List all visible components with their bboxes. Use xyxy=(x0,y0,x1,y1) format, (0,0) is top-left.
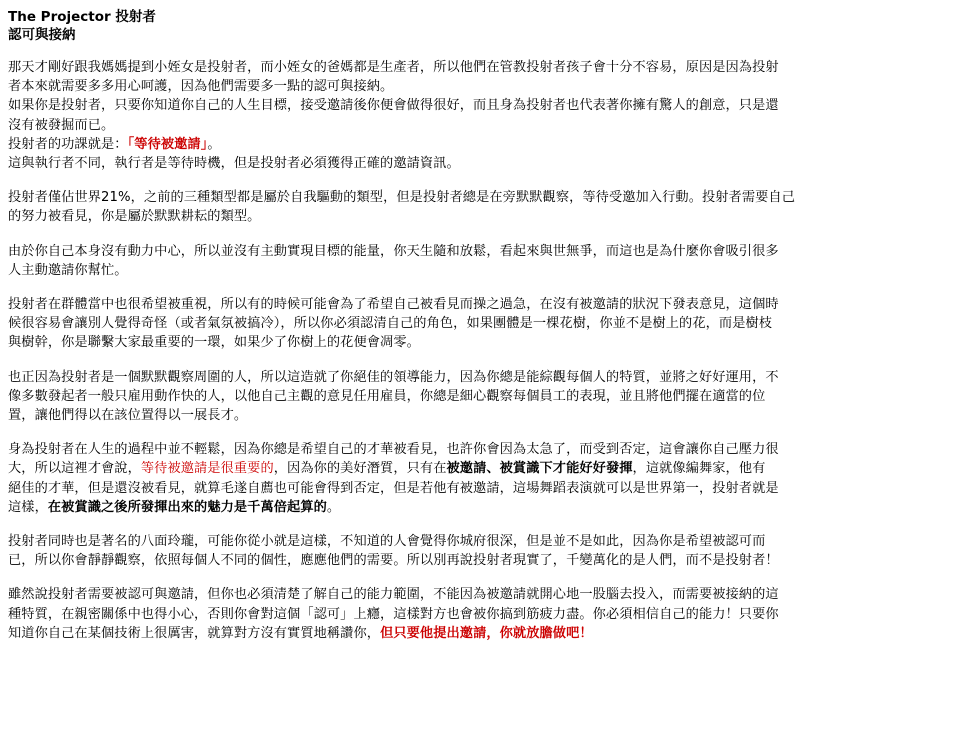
text-run: 的努力被看見，你是屬於默默耕耘的類型。 xyxy=(8,209,261,225)
text-line xyxy=(8,314,951,333)
text-run: 這與執行者不同，執行者是等待時機，但是投射者必須獲得正確的邀請資訊。 xyxy=(8,156,460,172)
text-run: 大，所以這裡才會說， xyxy=(8,461,141,477)
document-title: The Projector 投射者 xyxy=(8,9,156,25)
text-run: 置，讓他們得以在該位置得以一展長才。 xyxy=(8,408,248,424)
text-run: 已，所以你會靜靜觀察，依照每個人不同的個性，應應他們的需要。所以別再說投射者現實了，千變萬化的是人們，而不是投射者！ xyxy=(8,553,779,569)
text-line xyxy=(8,440,951,459)
paragraph xyxy=(8,242,951,280)
text-run: 沒有被發掘而已。 xyxy=(8,117,115,133)
document-header xyxy=(8,8,951,44)
text-line xyxy=(8,387,951,406)
text-line xyxy=(8,605,951,624)
text-run: 由於你自己本身沒有動力中心，所以並沒有主動實現目標的能量，你天生隨和放鬆，看起來與世無爭，而這也是為什麼你會吸引很多 xyxy=(8,243,779,259)
text-run: 知道你自己在某個技術上很厲害，就算對方沒有實質地稱讚你， xyxy=(8,625,381,641)
text-run: 者本來就需要多多用心呵護，因為他們需要多一點的認可與接納。 xyxy=(8,79,394,95)
emphasized-text: 等待被邀請是很重要的 xyxy=(140,461,274,477)
text-run: 與樹幹，你是聯繫大家最重要的一環，如果少了你樹上的花便會凋零。 xyxy=(8,335,420,351)
paragraph xyxy=(8,295,951,353)
text-line xyxy=(8,58,951,77)
text-line xyxy=(8,261,951,280)
text-line xyxy=(8,368,951,387)
text-run: 投射者僅佔世界21%，之前的三種類型都是屬於自我驅動的類型，但是投射者總是在旁默默觀察，等待受邀加入行動。投射者需要自己 xyxy=(8,190,795,206)
text-run: 投射者的功課就是： xyxy=(8,136,128,152)
emphasized-text: 被邀請、被賞識下才能好好發揮 xyxy=(446,461,633,477)
emphasized-text: 在被賞識之後所發揮出來的魅力是千萬倍起算的 xyxy=(47,499,327,515)
text-run: 身為投射者在人生的過程中並不輕鬆，因為你總是希望自己的才華被看見，也許你會因為太急了，而受到否定，這會讓你自己壓力很 xyxy=(8,442,779,458)
paragraph xyxy=(8,58,951,173)
document-body xyxy=(8,58,951,643)
paragraph xyxy=(8,440,951,517)
text-line xyxy=(8,624,951,643)
text-line xyxy=(8,295,951,314)
text-line xyxy=(8,459,951,478)
text-run: 。 xyxy=(326,499,341,515)
text-line xyxy=(8,406,951,425)
text-line xyxy=(8,77,951,96)
paragraph xyxy=(8,532,951,570)
text-line xyxy=(8,551,951,570)
text-line xyxy=(8,498,951,517)
text-run: 種特質，在親密關係中也得小心，否則你會對這個「認可」上癮，這樣對方也會被你搞到筋疲力盡。你必須相信自己的能力！只要你 xyxy=(8,606,779,622)
document-subtitle: 認可與接納 xyxy=(8,27,76,43)
text-line xyxy=(8,116,951,135)
text-run: 投射者同時也是著名的八面玲瓏，可能你從小就是這樣，不知道的人會覺得你城府很深，但是並不是如此，因為你是希望被認可而 xyxy=(8,534,766,550)
text-line xyxy=(8,207,951,226)
text-line xyxy=(8,96,951,115)
text-line xyxy=(8,585,951,604)
text-line xyxy=(8,188,951,207)
text-run: 雖然說投射者需要被認可與邀請，但你也必須清楚了解自己的能力範圍，不能因為被邀請就開心地一股腦去投入，而需要被接納的這 xyxy=(8,587,779,603)
text-run: 如果你是投射者，只要你知道你自己的人生目標，接受邀請後你便會做得很好，而且身為投射者也代表著你擁有驚人的創意，只是還 xyxy=(8,98,779,114)
text-run: ，因為你的美好潛質，只有在 xyxy=(273,461,447,477)
emphasized-text: 「等待被邀請」 xyxy=(127,136,208,152)
text-run: 那天才剛好跟我媽媽提到小姪女是投射者，而小姪女的爸媽都是生產者，所以他們在管教投射者孩子會十分不容易，原因是因為投射 xyxy=(8,60,779,75)
text-line xyxy=(8,242,951,261)
text-line xyxy=(8,154,951,173)
text-run: 人主動邀請你幫忙。 xyxy=(8,262,128,278)
text-run: 也正因為投射者是一個默默觀察周圍的人，所以這造就了你絕佳的領導能力，因為你總是能綜觀每個人的特質，並將之好好運用，不 xyxy=(8,369,779,385)
text-run: ，這就像編舞家，他有 xyxy=(632,461,766,477)
emphasized-text: 但只要他提出邀請，你就放膽做吧！ xyxy=(380,625,593,641)
text-line xyxy=(8,333,951,352)
text-run: 像多數發起者一般只雇用動作快的人，以他自己主觀的意見任用雇員，你總是細心觀察每個員工的表現，並且將他們擺在適當的位 xyxy=(8,388,766,404)
paragraph xyxy=(8,368,951,426)
text-run: 候很容易會讓別人覺得奇怪（或者氣氛被搞冷），所以你必須認清自己的角色，如果團體是一棵花樹，你並不是樹上的花，而是樹枝 xyxy=(8,316,773,332)
text-run: 投射者在群體當中也很希望被重視，所以有的時候可能會為了希望自己被看見而操之過急，在沒有被邀請的狀況下發表意見，這個時 xyxy=(8,297,779,313)
paragraph xyxy=(8,585,951,643)
text-line xyxy=(8,135,951,154)
paragraph xyxy=(8,188,951,226)
text-run: 絕佳的才華，但是還沒被看見，就算毛遂自薦也可能會得到否定，但是若他有被邀請，這場舞蹈表演就可以是世界第一，投射者就是 xyxy=(8,480,779,496)
text-line xyxy=(8,479,951,498)
text-run: 這樣， xyxy=(8,499,48,515)
text-run: 。 xyxy=(207,136,221,152)
text-line xyxy=(8,532,951,551)
